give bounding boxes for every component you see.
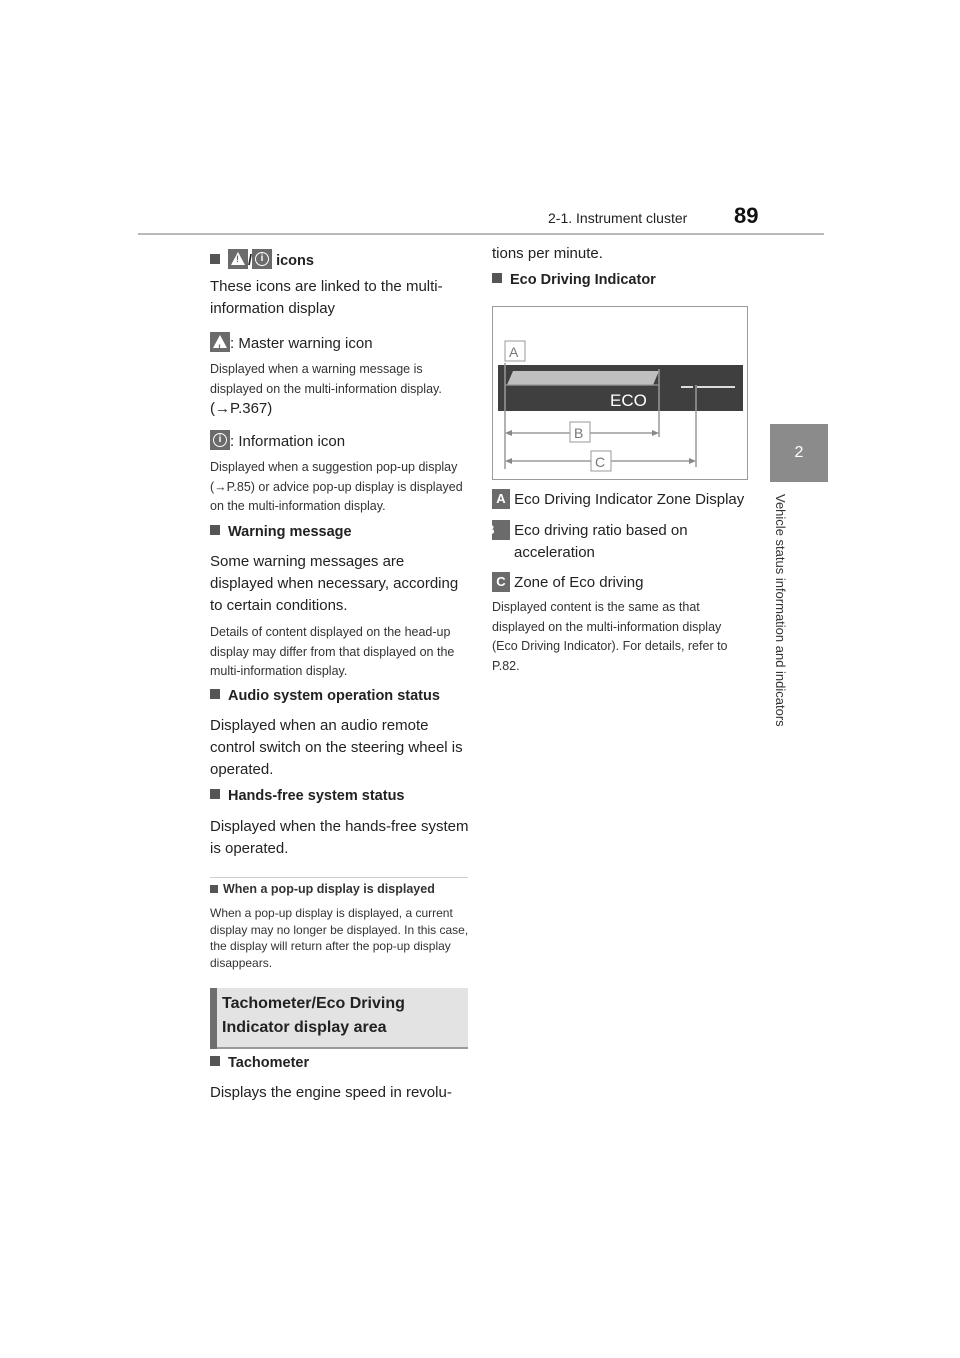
info-icon-row bbox=[210, 430, 470, 453]
arrow-c-right-head bbox=[689, 458, 696, 464]
note-separator bbox=[210, 877, 468, 878]
legend-key-c: C bbox=[492, 572, 510, 592]
square-bullet-icon bbox=[210, 525, 220, 535]
icons-heading bbox=[210, 249, 470, 269]
eco-text: ECO bbox=[610, 391, 647, 410]
eco-indicator-diagram bbox=[493, 307, 747, 479]
header-rule bbox=[138, 233, 824, 235]
legend-key-b: B bbox=[492, 520, 510, 540]
master-warning-row bbox=[210, 332, 470, 355]
legend-item-a bbox=[492, 489, 750, 511]
label-a: A bbox=[509, 344, 519, 360]
legend-text-b: Eco driving ratio based on acceleration bbox=[514, 522, 688, 561]
section-title: 2-1. Instrument cluster bbox=[548, 210, 688, 226]
legend-text-a: Eco Driving Indicator Zone Display bbox=[514, 491, 745, 508]
legend-item-b bbox=[485, 520, 750, 564]
warning-note: Details of content displayed on the head-up display may differ from that displayed on the multi-information display. bbox=[210, 625, 455, 678]
eco-zone-bar bbox=[507, 371, 659, 385]
info-icon-label: : Information icon bbox=[230, 433, 346, 450]
warning-text: Some warning messages are displayed when necessary, according to certain conditions. bbox=[210, 553, 459, 614]
master-warning-label: : Master warning icon bbox=[230, 335, 373, 352]
eco-note: Displayed content is the same as that displayed on the multi-information display (Eco Driving Indicator). For details, refer to P.82. bbox=[492, 600, 728, 673]
warning-heading bbox=[210, 524, 470, 540]
handsfree-text: Displayed when the hands-free system is operated. bbox=[210, 818, 469, 857]
arrow-c-left-head bbox=[505, 458, 512, 464]
chapter-number: 2 bbox=[794, 444, 804, 461]
section-bar-accent bbox=[210, 988, 217, 1049]
eco-heading bbox=[492, 272, 750, 288]
arrow-b-left-head bbox=[505, 430, 512, 436]
square-bullet-icon bbox=[210, 1056, 220, 1066]
legend-item-c bbox=[492, 572, 750, 594]
square-bullet-icon bbox=[210, 789, 220, 799]
handsfree-heading-text: Hands-free system status bbox=[228, 788, 405, 804]
information-icon: i bbox=[210, 430, 230, 450]
icons-intro: These icons are linked to the multi-information display bbox=[210, 278, 443, 317]
square-bullet-icon bbox=[210, 885, 218, 893]
icons-heading-sep: / bbox=[248, 253, 253, 269]
popup-text: When a pop-up display is displayed, a current display may no longer be displayed. In this case, the display will return after the pop-up display disappears. bbox=[210, 906, 469, 970]
info-icon-note: Displayed when a suggestion pop-up display (→P.85) or advice pop-up display is displayed on the multi-information display. bbox=[210, 460, 463, 513]
eco-heading-text: Eco Driving Indicator bbox=[510, 272, 656, 288]
tach-heading bbox=[210, 1055, 470, 1071]
tach-text: Displays the engine speed in revolu- bbox=[210, 1084, 452, 1101]
information-icon: i bbox=[252, 249, 272, 269]
audio-text: Displayed when an audio remote control switch on the steering wheel is operated. bbox=[210, 717, 463, 778]
audio-heading bbox=[210, 688, 470, 704]
master-warning-icon bbox=[210, 332, 230, 352]
legend-key-a: A bbox=[492, 489, 510, 509]
warning-heading-text: Warning message bbox=[228, 524, 352, 540]
master-warning-icon bbox=[228, 249, 248, 269]
popup-heading bbox=[210, 882, 470, 896]
label-b: B bbox=[574, 425, 584, 441]
icons-heading-text: icons bbox=[276, 253, 314, 269]
page-number: 89 bbox=[734, 203, 759, 228]
tach-text-cont: tions per minute. bbox=[492, 245, 603, 262]
master-warning-ref[interactable]: (→P.367) bbox=[210, 400, 273, 417]
tach-heading-text: Tachometer bbox=[228, 1055, 310, 1071]
section-title-tachometer: Tachometer/Eco Driving Indicator display area bbox=[222, 995, 405, 1036]
legend-text-c: Zone of Eco driving bbox=[514, 574, 644, 591]
handsfree-heading bbox=[210, 788, 470, 804]
arrow-b-right-head bbox=[652, 430, 659, 436]
chapter-label: Vehicle status information and indicators bbox=[773, 494, 788, 727]
square-bullet-icon bbox=[210, 254, 220, 264]
audio-heading-text: Audio system operation status bbox=[228, 688, 440, 704]
square-bullet-icon bbox=[492, 273, 502, 283]
eco-indicator-figure bbox=[492, 306, 748, 480]
square-bullet-icon bbox=[210, 689, 220, 699]
label-c: C bbox=[595, 454, 606, 470]
popup-heading-text: When a pop-up display is displayed bbox=[223, 882, 435, 896]
master-warning-note: Displayed when a warning message is displayed on the multi-information display. bbox=[210, 362, 442, 396]
